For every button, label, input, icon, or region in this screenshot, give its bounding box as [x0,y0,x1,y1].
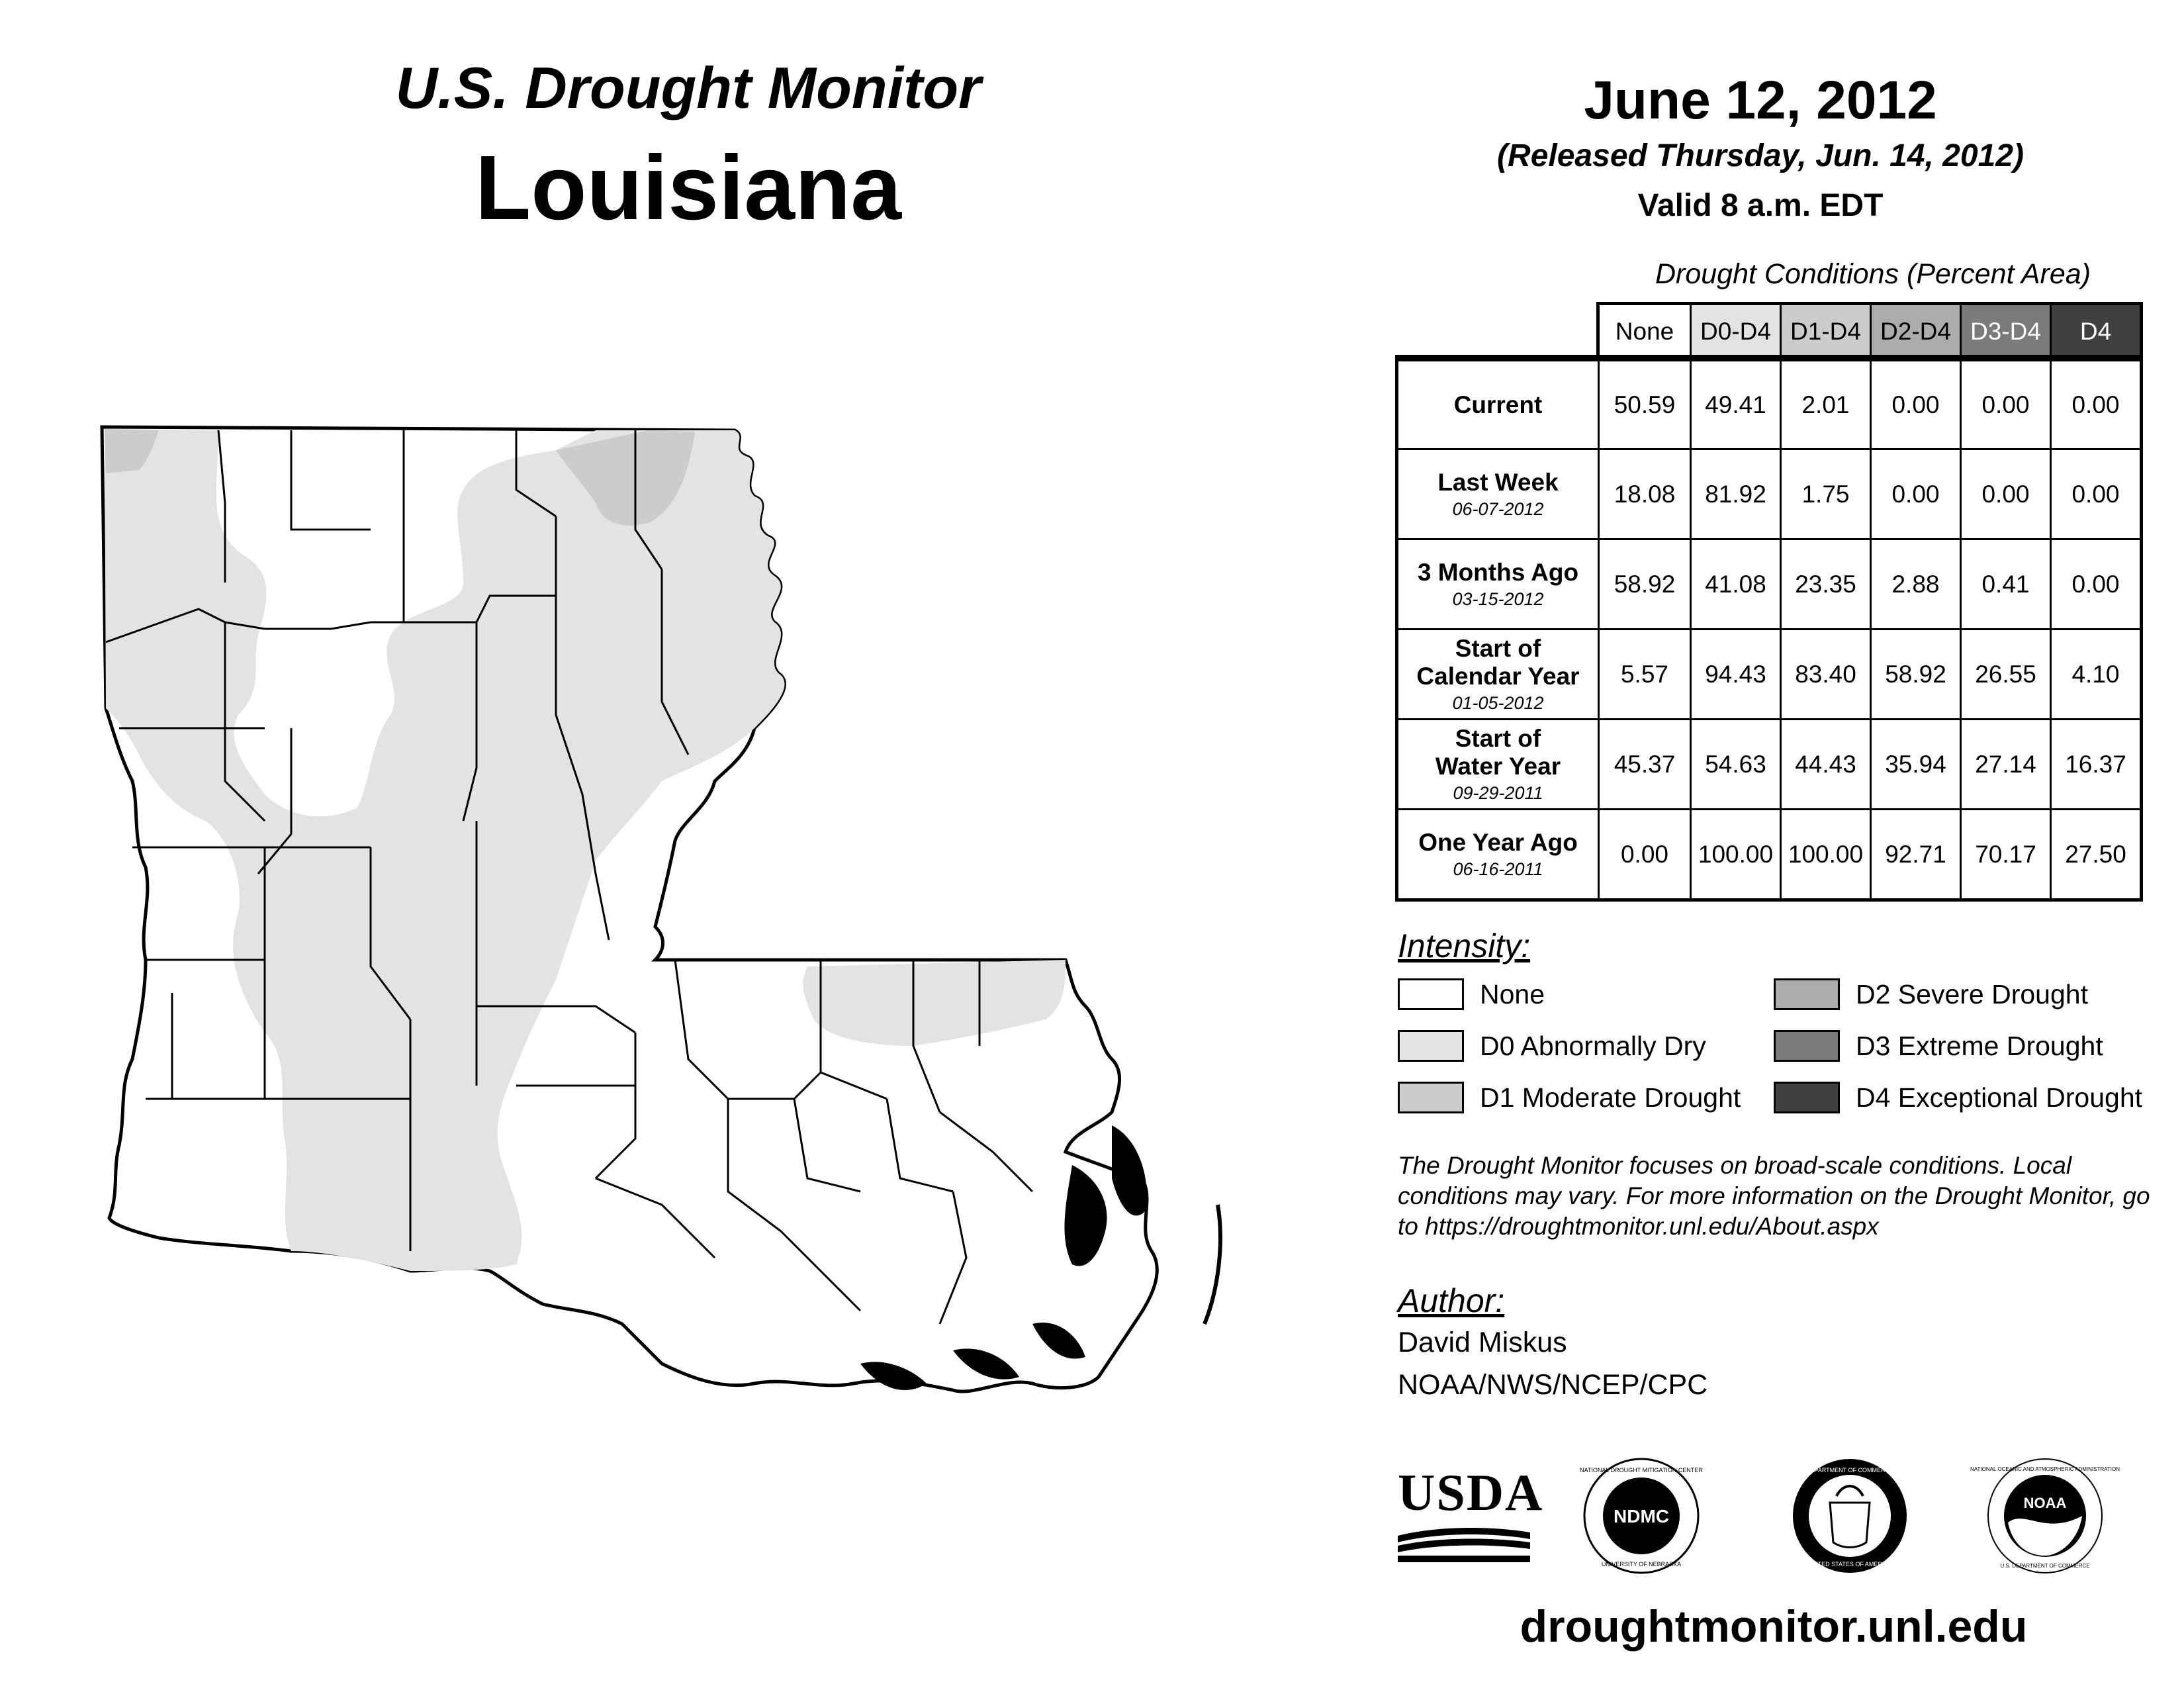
legend-swatch [1774,978,1840,1010]
table-cell: 2.01 [1780,361,1870,448]
author-name: David Miskus [1398,1327,1567,1358]
map-date: June 12, 2012 [1584,70,1937,130]
row-label [1398,450,1600,538]
table-cell: 26.55 [1960,630,2050,718]
website-url[interactable]: droughtmonitor.unl.edu [1520,1601,2028,1652]
col-header-d0-d4: D0-D4 [1690,305,1780,358]
table-header-row [1596,302,2143,358]
legend-title: Intensity: [1398,927,1531,964]
monitor-title: U.S. Drought Monitor [395,55,981,120]
ndmc-ring-top: NATIONAL DROUGHT MITIGATION CENTER [1580,1467,1703,1474]
legend-swatch [1398,1030,1464,1062]
table-cell: 54.63 [1690,720,1780,808]
noaa-ring-top: NATIONAL OCEANIC AND ATMOSPHERIC ADMINISTRATION [1970,1466,2120,1472]
table-cell: 0.00 [1960,450,2050,538]
row-label-text: One Year Ago [1418,829,1578,856]
col-header-none: None [1600,305,1690,358]
table-cell: 4.10 [2050,630,2140,718]
col-header-d1-d4: D1-D4 [1780,305,1870,358]
table-cell: 0.00 [1960,361,2050,448]
row-label-text: Start of Calendar Year [1416,635,1580,690]
usda-logo [1398,1463,1544,1562]
table-cell: 35.94 [1870,720,1960,808]
doc-seal-logo [1790,1456,1909,1575]
table-cell: 94.43 [1690,630,1780,718]
table-cell: 0.00 [1870,361,1960,448]
table-cell: 49.41 [1690,361,1780,448]
table-cell: 2.88 [1870,540,1960,628]
col-header-d2-d4: D2-D4 [1870,305,1960,358]
disclaimer-note: The Drought Monitor focuses on broad-scale conditions. Local conditions may vary. For more information on the Drought Monitor, go to https://droughtmonitor.unl.edu/About.aspx [1398,1152,2150,1240]
col-header-d3-d4: D3-D4 [1960,305,2050,358]
legend-label: None [1480,978,1545,1009]
table-cell: 83.40 [1780,630,1870,718]
table-body [1395,355,2143,902]
table-cell: 0.00 [2050,540,2140,628]
row-date: 06-16-2011 [1453,859,1543,879]
noaa-ring-bottom: U.S. DEPARTMENT OF COMMERCE [2000,1563,2090,1569]
table-cell: 81.92 [1690,450,1780,538]
table-row [1398,448,2140,538]
row-label-text: Last Week [1437,469,1559,496]
ndmc-logo-text: NDMC [1614,1506,1669,1526]
table-cell: 23.35 [1780,540,1870,628]
row-label [1398,540,1600,628]
noaa-logo-text: NOAA [2023,1495,2067,1511]
table-cell: 45.37 [1614,750,1676,778]
legend-item [1398,978,1545,1010]
table-cell: 16.37 [2050,720,2140,808]
legend-swatch [1774,1030,1840,1062]
table-cell: 18.08 [1614,480,1676,508]
row-date: 06-07-2012 [1452,499,1544,519]
row-date: 09-29-2011 [1453,783,1543,803]
legend-swatch [1398,978,1464,1010]
col-header-d4: D4 [2050,305,2140,358]
ndmc-logo [1582,1456,1701,1575]
legend-item [1398,1030,1706,1062]
table-row [1398,358,2140,448]
ndmc-ring-bottom: UNIVERSITY OF NEBRASKA [1601,1561,1682,1568]
table-cell: 58.92 [1870,630,1960,718]
row-label-text: Current [1453,391,1543,418]
release-date: (Released Thursday, Jun. 14, 2012) [1497,138,2024,173]
table-cell: 0.00 [1870,450,1960,538]
author-title: Author: [1398,1282,1505,1319]
legend-swatch [1774,1082,1840,1113]
doc-ring-top: DEPARTMENT OF COMMERCE [1805,1467,1894,1474]
table-cell: 0.00 [1620,840,1668,868]
row-label [1398,810,1600,898]
table-cell: 0.00 [2050,450,2140,538]
valid-time: Valid 8 a.m. EDT [1637,188,1884,223]
row-date: 01-05-2012 [1452,693,1544,713]
table-cell: 1.75 [1780,450,1870,538]
legend-item [1774,1082,2142,1113]
row-date: 03-15-2012 [1452,589,1544,609]
row-label [1398,361,1600,448]
legend-swatch [1398,1082,1464,1113]
table-cell: 0.41 [1960,540,2050,628]
table-cell: 92.71 [1870,810,1960,898]
table-cell: 50.59 [1614,391,1676,418]
table-cell: 58.92 [1614,570,1676,598]
louisiana-drought-map [93,410,1337,1509]
table-row [1398,718,2140,808]
legend-item [1774,978,2088,1010]
table-cell: 27.50 [2050,810,2140,898]
noaa-logo [1970,1456,2120,1575]
legend-label: D0 Abnormally Dry [1480,1030,1706,1061]
legend-label: D1 Moderate Drought [1480,1082,1741,1113]
legend-item [1774,1030,2103,1062]
table-cell: 70.17 [1960,810,2050,898]
row-label-text: 3 Months Ago [1417,559,1579,586]
legend-item [1398,1082,1741,1113]
author-org: NOAA/NWS/NCEP/CPC [1398,1369,1708,1401]
legend-label: D4 Exceptional Drought [1856,1082,2143,1113]
table-cell: 100.00 [1690,810,1780,898]
row-label [1398,720,1600,808]
table-row [1398,808,2140,898]
legend-label: D2 Severe Drought [1856,978,2088,1009]
table-row [1398,628,2140,718]
table-cell: 27.14 [1960,720,2050,808]
table-row [1398,538,2140,628]
doc-ring-bottom: UNITED STATES OF AMERICA [1807,1561,1892,1568]
table-cell: 44.43 [1780,720,1870,808]
table-cell: 5.57 [1620,660,1668,688]
state-title: Louisiana [475,137,902,239]
legend-label: D3 Extreme Drought [1856,1030,2103,1061]
row-label-text: Start of Water Year [1435,725,1561,780]
usda-logo-text: USDA [1398,1464,1544,1521]
table-cell: 0.00 [2050,361,2140,448]
row-label [1398,630,1600,718]
usda-field-icon [1398,1523,1530,1562]
table-cell: 100.00 [1780,810,1870,898]
table-caption: Drought Conditions (Percent Area) [1655,258,2091,290]
table-cell: 41.08 [1690,540,1780,628]
